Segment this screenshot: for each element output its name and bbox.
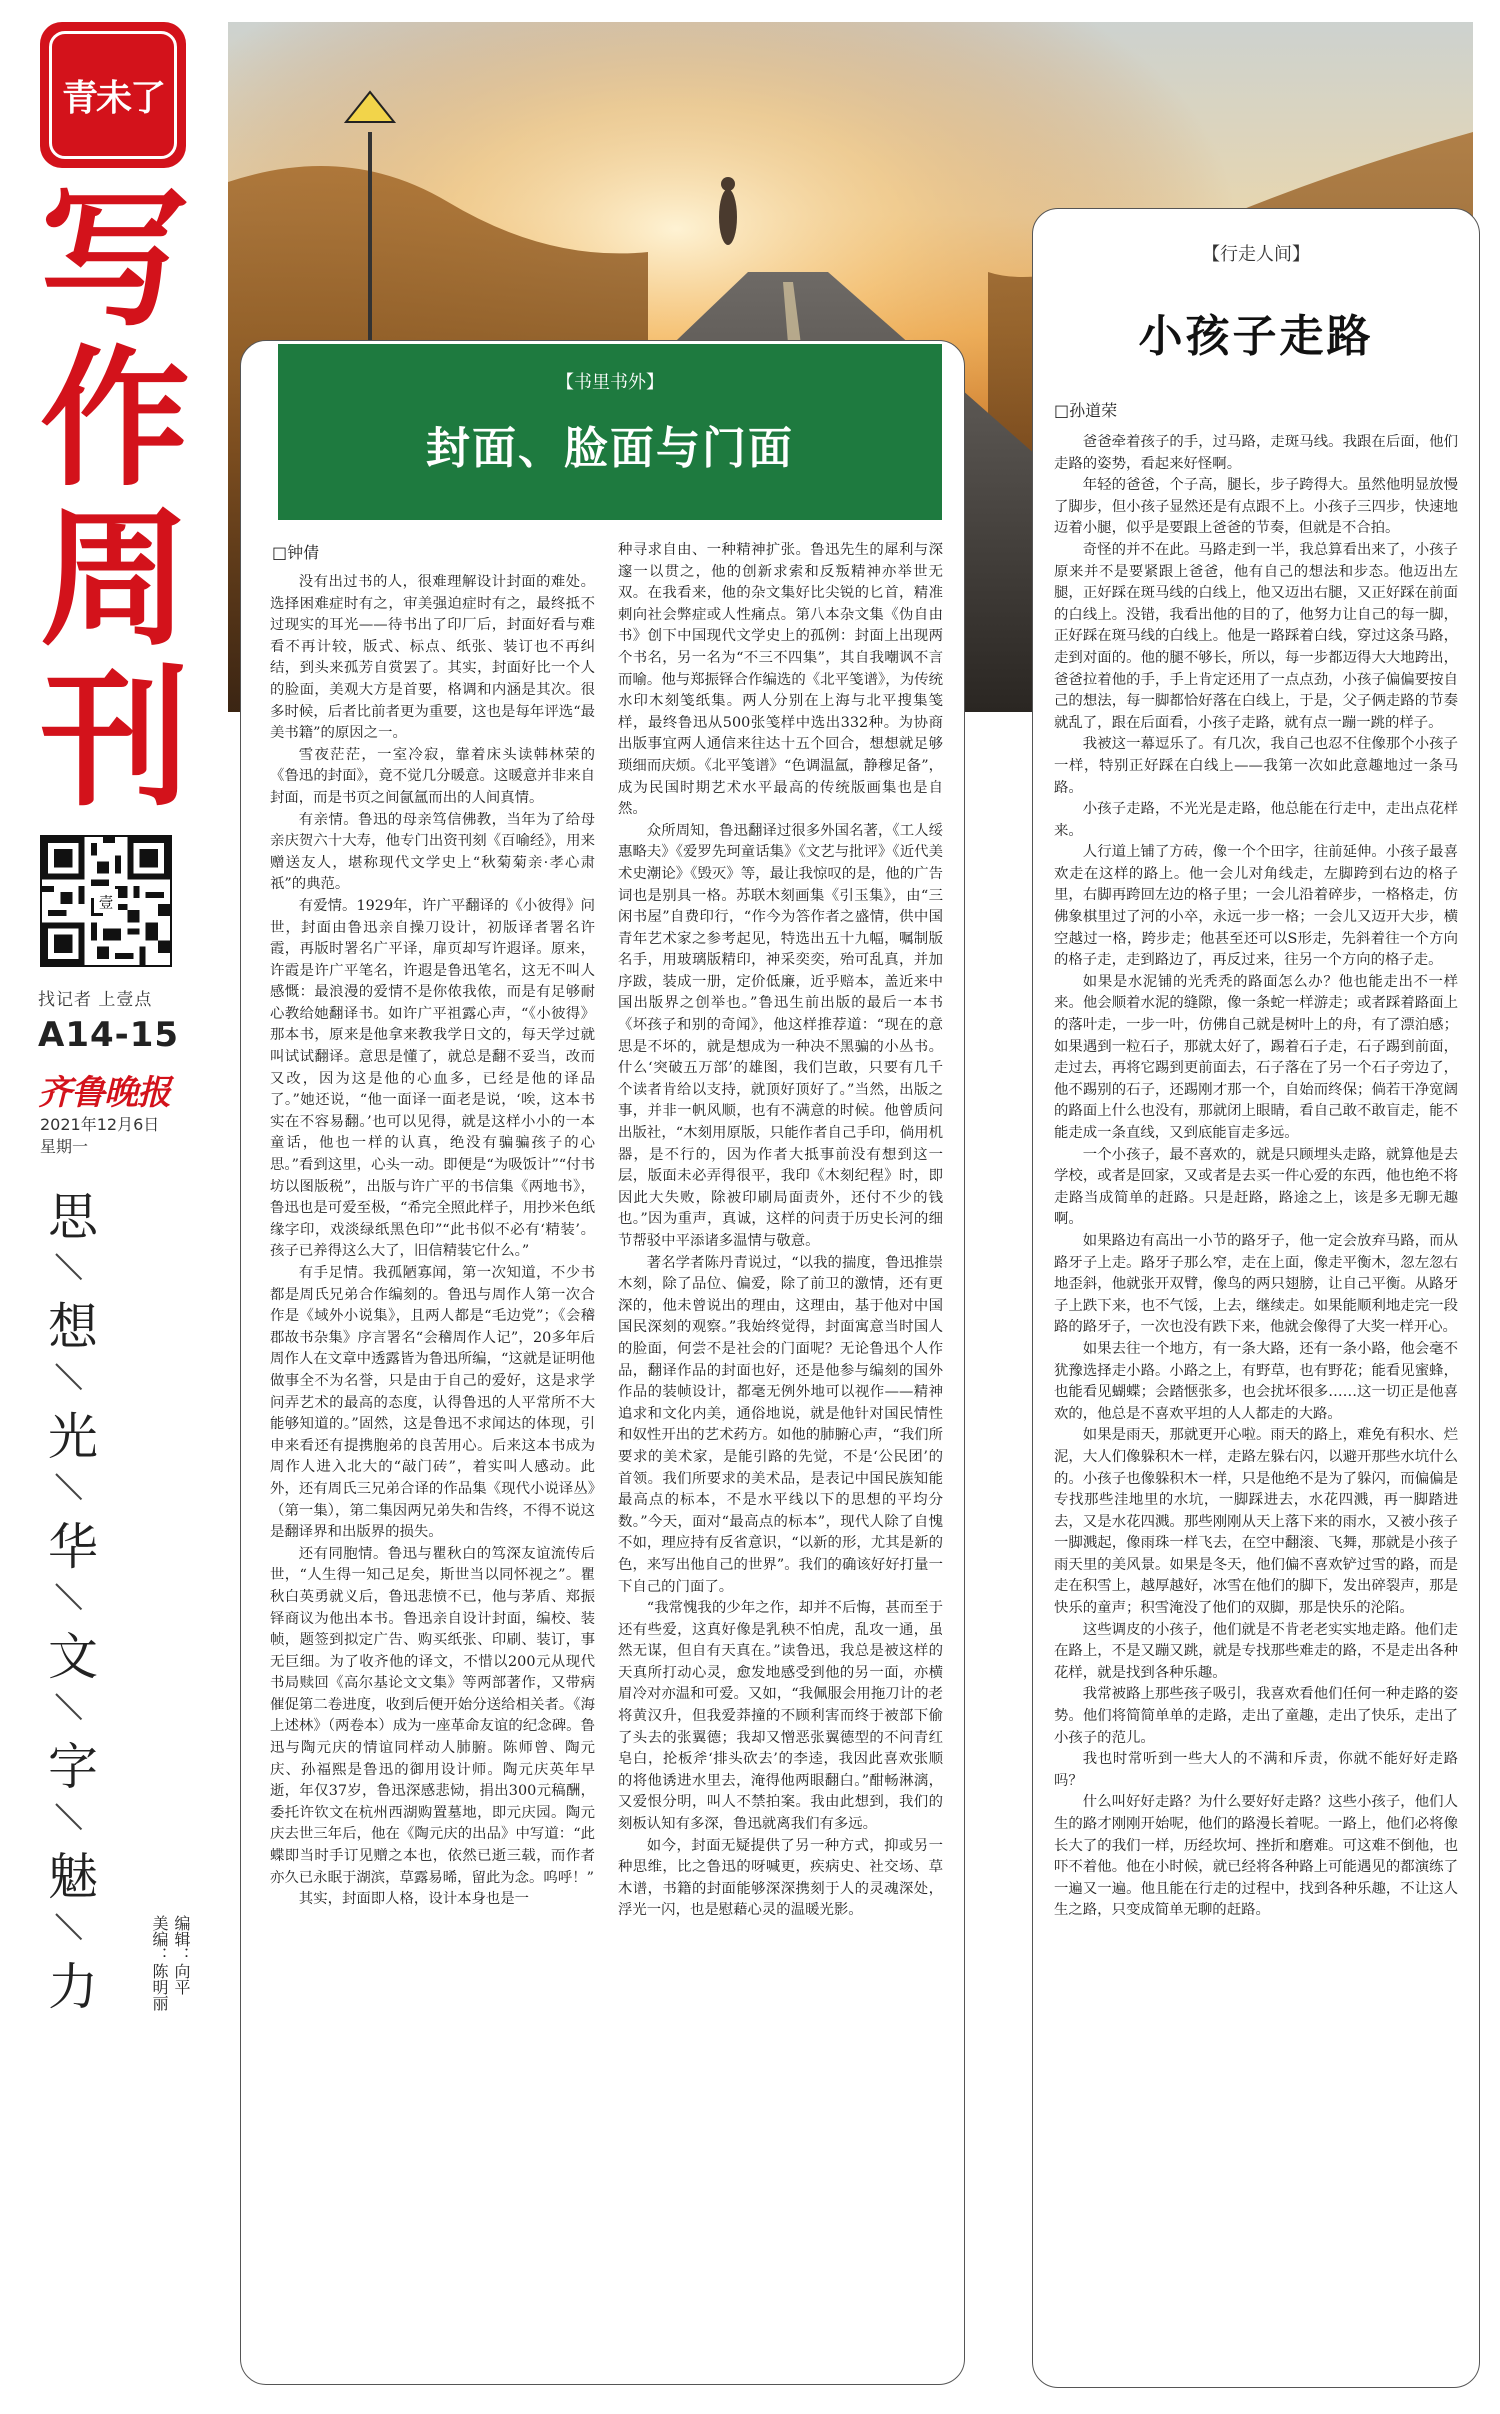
section-title-char: 周 (39, 493, 190, 667)
article-title: 封面、脸面与门面 (426, 423, 794, 474)
motto-char: 力 (48, 1958, 98, 2016)
slash-divider (38, 1909, 108, 1955)
logo-text: 青未了 (49, 31, 177, 159)
paragraph: 有手足情。我孤陋寡闻，第一次知道，不少书都是周氏兄弟合作编刻的。鲁迅与周作人第一次合作是《域外小说集》，且两人都是“毛边党”；《会稽郡故书杂集》序言署名“会稽周作人记”，20多年后周作人在文章中透露皆为鲁迅所编，“这就是证明他做事全不为名誉，只是由于自己的爱好，这是求学问弄艺术的最高的态度，认得鲁迅的人平常所不大能够知道的。”固然，这是鲁迅不求闻达的体现，引申来看还有提携胞弟的良苦用心。后来这本书成为周作人进入北大的“敲门砖”，着实叫人感动。此外，还有周氏三兄弟合译的作品集《现代小说译丛》（第一集），第二集因两兄弟失和告终，不得不说这是翻译界和出版界的损失。 (270, 1265, 595, 1541)
issue-date: 2021年12月6日 (40, 1115, 160, 1134)
paragraph: 年轻的爸爸，个子高，腿长，步子跨得大。虽然他明显放慢了脚步，但小孩子显然还是有点跟不上。小孩子三四步，快速地迈着小腿，似乎是要跟上爸爸的节奏，但就是不合拍。 (1054, 477, 1458, 537)
slash-divider (38, 1469, 108, 1515)
paragraph: 没有出过书的人，很难理解设计封面的难处。选择困难症时有之，审美强迫症时有之，最终抵不过现实的耳光——待书出了印厂后，封面好看与难看不再计较，版式、标点、纸张、装订也不再纠结，到头来孤芳自赏罢了。其实，封面好比一个人的脸面，美观大方是首要，格调和内涵是其次。很多时候，后者比前者更为重要，这也是每年评选“最美书籍”的原因之一。 (270, 574, 595, 742)
slash-divider (38, 1799, 108, 1845)
column-label: 【行走人间】 (1202, 244, 1310, 265)
paragraph: 这些调皮的小孩子，他们就是不肯老老实实地走路。他们走在路上，不是又蹦又跳，就是专找那些难走的路，不是走出各种花样，就是找到各种乐趣。 (1054, 1621, 1458, 1681)
masthead (0, 0, 210, 2414)
paragraph: 小孩子走路，不光光是走路，他总能在行走中，走出点花样来。 (1054, 801, 1458, 839)
motto-char: 思 (48, 1188, 98, 1246)
section-title-char: 作 (39, 333, 190, 507)
qr-code[interactable] (40, 835, 172, 967)
paragraph: 众所周知，鲁迅翻译过很多外国名著，《工人绥惠略夫》《爱罗先珂童话集》《文艺与批评》《近代美术史潮论》《毁灭》等，最让我惊叹的是，他的广告词也是别具一格。苏联木刻画集《引玉集》，由“三闲书屋”自费印行，“作今为答作者之盛情，供中国青年艺术家之参考起见，特选出五十九幅，嘱制版名手，用玻璃版精印，神采奕奕，殆可乱真，并加序跋，装成一册，定价低廉，近乎赔本，盖近来中国出版界之创举也。”鲁迅生前出版的最后一本书《坏孩子和别的奇闻》，他这样推荐道：“现在的意思是不坏的，就是想成为一种决不黑骗的小丛书。什么‘突破五万部’的雄图，我们岂敢，只要有几千个读者肯给以支持，就顶好顶好了。”当然，出版之事，并非一帆风顺，也有不满意的时候。他曾质问出版社，“木刻用原版，只能作者自己手印，倘用机器，是不行的，因为作者大抵事前没有想到这一层，版面未必弄得很平，我印《木刻纪程》时，即因此大失败，除被印刷局面责外，还付不少的钱也。”因为重声，真诚，这样的问责于历史长河的细节帮驳中平添诸多温情与敬意。 (618, 822, 943, 1249)
motto-char: 文 (48, 1628, 98, 1686)
paragraph: 还有同胞情。鲁迅与瞿秋白的笃深友谊流传后世，“人生得一知己足矣，斯世当以同怀视之”。瞿秋白英勇就义后，鲁迅悲愤不已，他与茅盾、郑振铎商议为他出本书。鲁迅亲自设计封面，编校、装帧，题签到拟定广告、购买纸张、印刷、装订，事无巨细。为了收齐他的译文，不惜以200元从现代书局赎回《高尔基论文文集》等两部著作，又带病催促第二卷进度，收到后便开始分送给相关者。《海上述林》（两卷本）成为一座革命友谊的纪念碑。鲁迅与陶元庆的情谊同样动人肺腑。陈师曾、陶元庆、孙福熙是鲁迅的御用设计师。陶元庆英年早逝，年仅37岁，鲁迅深感悲恸，捐出300元稿酬，委托许钦文在杭州西湖购置墓地，即元庆园。陶元庆去世三年后，他在《陶元庆的出品》中写道：“此蝶即当时手订见赠之本也，依然已逝三载，而作者亦久已永眠于湖滨，草露易晞，留此为念。呜呼！” (270, 1545, 595, 1886)
article-body-right (1054, 432, 1458, 2367)
article-title: 小孩子走路 (1138, 311, 1374, 362)
article-author: □孙道荣 (1054, 401, 1118, 420)
article-header-left (278, 344, 942, 520)
slash-divider (38, 1579, 108, 1625)
editor-credits (146, 1915, 196, 2011)
page-number: A14-15 (38, 1015, 180, 1055)
paragraph: 一个小孩子，最不喜欢的，就是只顾埋头走路，就算他是去学校，或者是回家，又或者是去买一件心爱的东西，他也绝不将走路当成简单的赶路。只是赶路，路途之上，该是多无聊无趣啊。 (1054, 1146, 1458, 1228)
paragraph: 雪夜茫茫，一室冷寂，靠着床头读韩林荣的《鲁迅的封面》，竟不觉几分暖意。这暖意并非来自封面，而是书页之间氤氲而出的人间真情。 (270, 746, 595, 806)
column-label: 【书里书外】 (556, 372, 664, 393)
motto-char: 华 (48, 1518, 98, 1576)
paragraph: 如果路边有高出一小节的路牙子，他一定会放弃马路，而从路牙子上走。路牙子那么窄，走在上面，像走平衡木，忽左忽右地歪斜，他就张开双臂，像鸟的两只翅膀，让自己平衡。从路牙子上跌下来，也不气馁，上去，继续走。如果能顺利地走完一段路的路牙子，一次也没有跌下来，他就会像得了大奖一样开心。 (1054, 1232, 1458, 1336)
section-title-char: 刊 (39, 653, 190, 827)
motto-char: 魅 (48, 1848, 98, 1906)
motto-char: 字 (48, 1738, 98, 1796)
paragraph: 如果是雨天，那就更开心啦。雨天的路上，难免有积水、烂泥，大人们像躲积木一样，走路左躲右闪，以避开那些水坑什么的。小孩子也像躲积木一样，只是他绝不是为了躲闪，而偏偏是专找那些洼地里的水坑，一脚踩进去，水花四溅，再一脚踏进去，又是水花四溅。那些刚刚从天上落下来的雨水，又被小孩子一脚溅起，像雨珠一样飞去，在空中翻滚、飞舞，那就是小孩子雨天里的美风景。如果是冬天，他们偏不喜欢铲过雪的路，而是走在积雪上，越厚越好，冰雪在他们的脚下，发出碎裂声，那是快乐的童声；积雪淹没了他们的双脚，那是快乐的沦陷。 (1054, 1427, 1458, 1617)
article-column-1 (270, 572, 595, 2367)
designer-credit: 美编：陈明丽 (150, 1915, 169, 2011)
paragraph: 如今，封面无疑提供了另一种方式，抑或另一种思维，比之鲁迅的呀喊更，疾病史、社交场、草木谱，书籍的封面能够深深携刻于人的灵魂深处，浮光一闪，也是慰藉心灵的温暖光影。 (618, 1837, 943, 1919)
editor-credit: 编辑：向平 (172, 1915, 191, 1995)
slash-divider (38, 1249, 108, 1295)
logo (40, 22, 186, 168)
paragraph: 如果去往一个地方，有一条大路，还有一条小路，他会毫不犹豫选择走小路。小路之上，有野草，也有野花；能看见蜜蜂，也能看见蝴蝶；会踏惬张多，也会扰坏很多……这一切正是他喜欢的，他总是不喜欢平坦的人人都走的大路。 (1054, 1340, 1458, 1422)
paragraph: 著名学者陈丹青说过，“以我的揣度，鲁迅推崇木刻，除了品位、偏爱，除了前卫的激情，还有更深的，他未曾说出的理由，这理由，基于他对中国国民深刻的观察。”我始终觉得，封面寓意当时国人的脸面，何尝不是社会的门面呢？无论鲁迅个人作品，翻译作品的封面也好，还是他参与编刻的国外作品的装帧设计，都毫无例外地可以视作——精神追求和文化内美，通俗地说，就是他针对国民情性和奴性开出的艺术药方。如他的肺腑心声，“我们所要求的美术家，是能引路的先觉，不是‘公民团’的首领。我们所要求的美术品，是表记中国民族知能最高点的标本，不是水平线以下的思想的平均分数。”今天，面对“最高点的标本”，现代人除了自愧不如，理应持有反省意识，“以新的形，尤其是新的色，来写出他自己的世界”。我们的确该好好打量一下自己的门面了。 (618, 1254, 943, 1595)
motto (38, 1185, 128, 2019)
paragraph: 其实，封面即人格，设计本身也是一 (298, 1891, 530, 1908)
paragraph: 我常被路上那些孩子吸引，我喜欢看他们任何一种走路的姿势。他们将简简单单的走路，走出了童趣，走出了快乐，走出了小孩子的范儿。 (1054, 1686, 1458, 1746)
qr-caption: 找记者 上壹点 (38, 990, 153, 1010)
paragraph: 种寻求自由、一种精神扩张。鲁迅先生的犀利与深邃一以贯之，他的创新求索和反叛精神亦举世无双。在我看来，他的杂文集好比尖锐的匕首，精准刺向社会弊症或人性痛点。第八本杂文集《伪自由书》创下中国现代文学史上的孤例：封面上出现两个书名，另一名为“不三不四集”，其自我嘲讽不言而喻。他与郑振铎合作编选的《北平笺谱》，为传统水印木刻笺纸集。两人分别在上海与北平搜集笺样，最终鲁迅从500张笺样中选出332种。为协商出版事宜两人通信来往达十五个回合，想想就足够琐细而庆烦。《北平笺谱》“色调温氲，静穆足备”，成为民国时期艺术水平最高的传统版画集也是自然。 (618, 542, 943, 818)
paragraph: “我常愧我的少年之作，却并不后悔，甚而至于还有些爱，这真好像是乳秧不怕虎，乱攻一通，虽然无谋，但自有天真在。”读鲁迅，我总是被这样的天真所打动心灵，愈发地感受到他的另一面，亦横眉冷对亦温和可爱。又如，“我佩服会用拖刀计的老将黄汉升，但我爱莽撞的不顾利害而终于被部下偷了头去的张翼德；我却又憎恶张翼德型的不问青红皂白，抡板斧‘排头砍去’的李逵，我因此喜欢张顺的将他诱进水里去，淹得他两眼翻白。”酣畅淋漓，又爱恨分明，叫人不禁拍案。我由此想到，我们的刻板认知有多深，鲁迅就离我们有多远。 (618, 1600, 943, 1833)
section-title-char: 写 (39, 173, 190, 347)
article-column-2 (618, 540, 943, 2367)
paper-name: 齐鲁晚报 (38, 1073, 170, 1113)
article-author: □钟倩 (272, 543, 320, 562)
paragraph: 我被这一幕逗乐了。有几次，我自己也忍不住像那个小孩子一样，特别正好踩在白线上——我第一次如此意趣地过一条马路。 (1054, 736, 1458, 796)
section-title (30, 173, 200, 827)
motto-char: 光 (48, 1408, 98, 1466)
paragraph: 什么叫好好走路？为什么要好好走路？这些小孩子，他们人生的路才刚刚开始呢，他们的路漫长着呢。一路上，他们必将像长大了的我们一样，历经坎坷、挫折和磨难。可这难不倒他，也吓不着他。他在小时候，就已经将各种路上可能遇见的都演练了一遍又一遍。他且能在行走的过程中，找到各种乐趣，不让这人生之路，只变成简单无聊的赶路。 (1054, 1794, 1458, 1919)
paragraph: 爸爸牵着孩子的手，过马路，走斑马线。我跟在后面，他们走路的姿势，看起来好怪啊。 (1054, 434, 1458, 472)
paragraph: 我也时常听到一些大人的不满和斥责，你就不能好好走路吗？ (1054, 1751, 1458, 1789)
paragraph: 如果是水泥铺的光秃秃的路面怎么办？他也能走出不一样来。他会顺着水泥的缝隙，像一条蛇一样游走；或者踩着路面上的落叶走，一步一叶，仿佛自己就是树叶上的舟，有了漂泊感；如果遇到一粒石子，那就太好了，踢着石子走，石子踢到前面，走过去，再将它踢到更前面去，石子落在了另一个石子旁边了，他不踢别的石子，还踢刚才那一个，自始而终保；倘若干净宽阔的路面上什么也没有，那就闭上眼睛，看自己敢不敢盲走，能不能走成一条直线，又到底能盲走多远。 (1054, 973, 1458, 1141)
paragraph: 人行道上铺了方砖，像一个个田字，往前延伸。小孩子最喜欢走在这样的路上。他一会儿对角线走，左脚跨到右边的格子里，右脚再跨回左边的格子里；一会儿沿着碎步，一格格走，仿佛象棋里过了河的小卒，永远一步一格；一会儿又迈开大步，横空越过一格，跨步走；他甚至还可以S形走，先斜着往一个方向的格子走，走到路边了，再反过来，往另一个方向的格子走。 (1054, 844, 1458, 969)
paragraph: 奇怪的并不在此。马路走到一半，我总算看出来了，小孩子原来并不是要紧跟上爸爸，他有自己的想法和步态。他迈出左腿，正好踩在斑马线的白线上，他又迈出右腿，又正好踩在前面的白线上。没错，我看出他的目的了，他努力让自己的每一脚，正好踩在斑马线的白线上。他是一路踩着白线，穿过这条马路，走到对面的。他的腿不够长，所以，每一步都迈得大大地跨出，爸爸拉着他的手，手上肯定还用了一点点劲，小孩子偏偏要按自己的想法，每一脚都恰好落在白线上，于是，父子俩走路的节奏就乱了，跟在后面看，小孩子走路，就有点一蹦一跳的样子。 (1054, 541, 1458, 731)
slash-divider (38, 1689, 108, 1735)
paragraph: 有亲情。鲁迅的母亲笃信佛教，当年为了给母亲庆贺六十大寿，他专门出资刊刻《百喻经》，用来赠送友人，堪称现代文学史上“秋菊菊亲·孝心肃祇”的典范。 (270, 811, 595, 893)
svg-text:壹: 壹 (98, 894, 114, 912)
slash-divider (38, 1359, 108, 1405)
motto-char: 想 (48, 1298, 98, 1356)
paragraph: 有爱情。1929年，许广平翻译的《小彼得》问世，封面由鲁迅亲自操刀设计，初版译者署名许霞，再版时署名广平译，扉页却写许遐译。原来，许霞是许广平笔名，许遐是鲁迅笔名，这无不叫人感慨：最浪漫的爱情不是你侬我侬，而是有足够耐心教给她翻译书。如许广平祖露心声，“《小彼得》那本书，原来是他拿来教我学日文的，每天学过就叫试试翻译。意思是懂了，就总是翻不妥当，改而又改，因为这是他的心血多，已经是他的译品了。”她还说，“他一面译一面老是说，‘唉，这本书实在不容易翻。’也可以见得，就是这样小小的一本童话，他也一样的认真，绝没有骗骗孩子的心思。”看到这里，心头一动。即便是“为吸饭计”“付书坊以图版税”，出版与许广平的书信集《两地书》，鲁迅也是可爱至极，“希完全照此样子，用抄米色纸缘字印，戏淡绿纸黑色印”“此书似不必有‘精装’。孩子已养得这么大了，旧信精装它什么。” (270, 897, 595, 1260)
issue-weekday: 星期一 (40, 1137, 89, 1156)
